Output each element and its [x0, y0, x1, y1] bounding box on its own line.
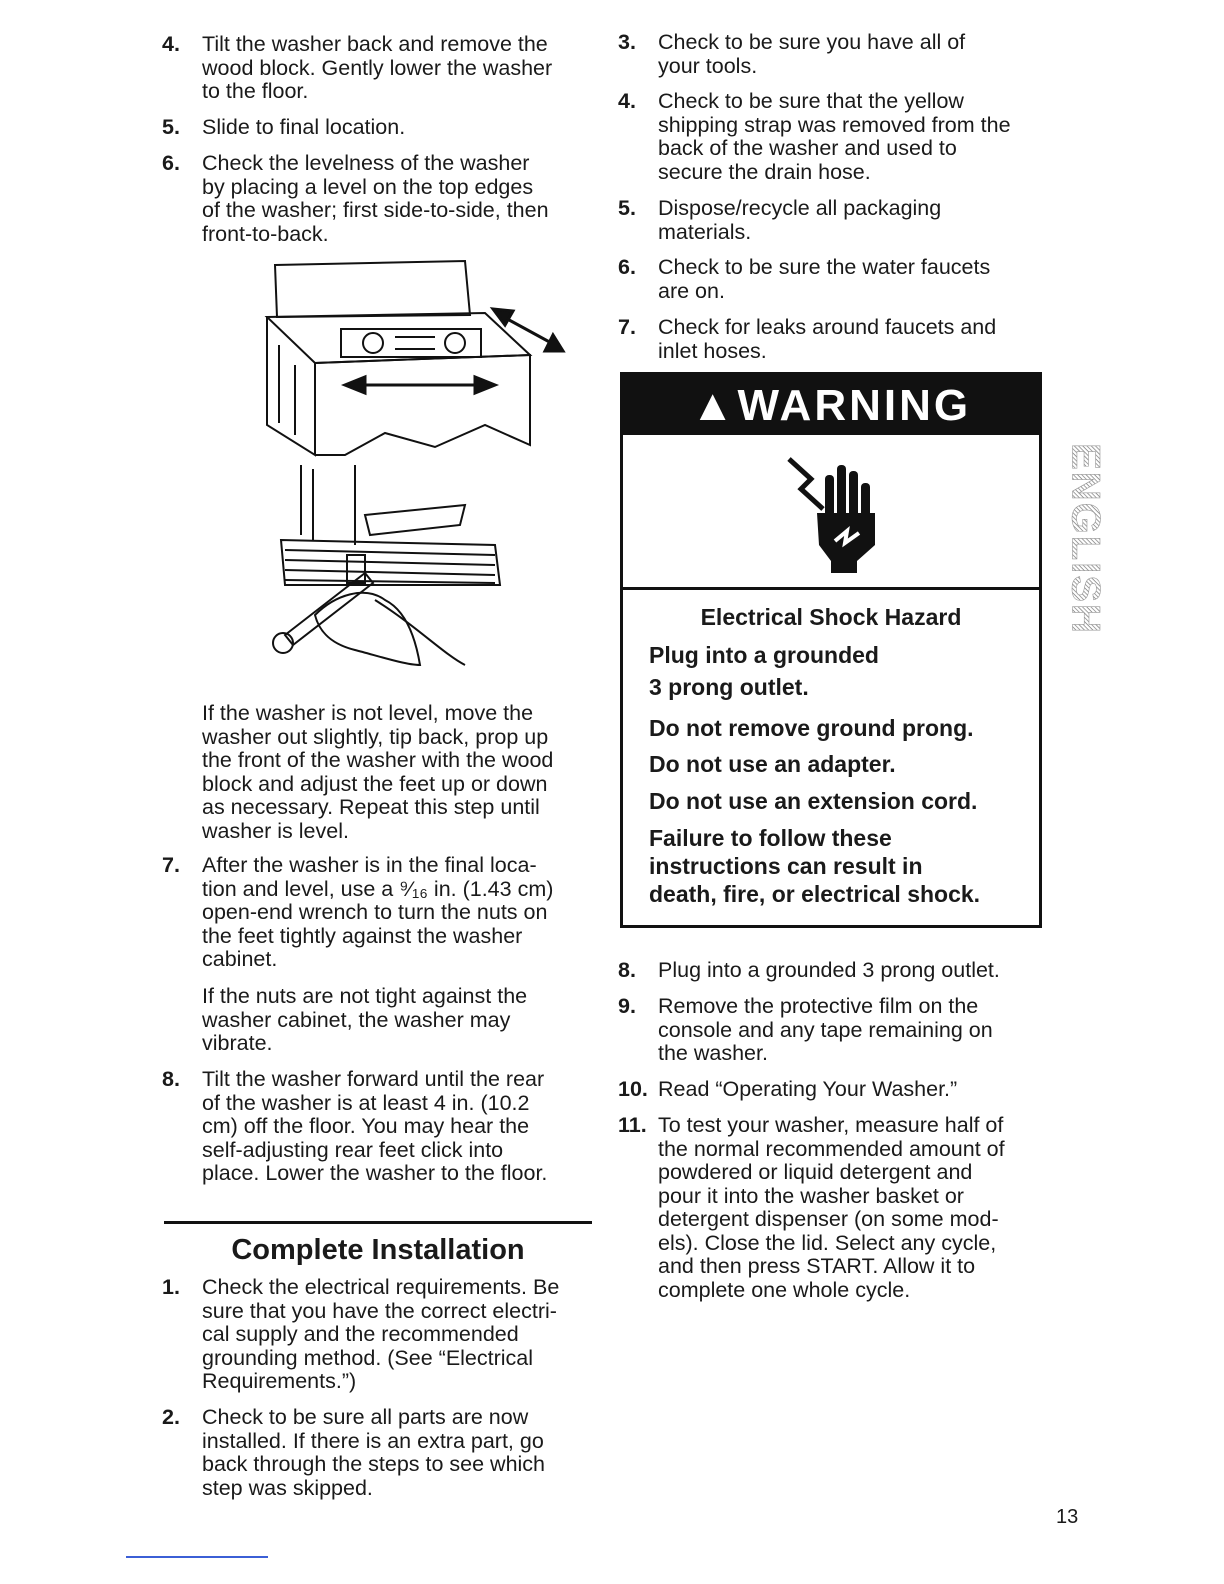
text-line: detergent dispenser (on some mod- [658, 1207, 999, 1231]
step-8-right [618, 959, 1048, 983]
text-line: of the washer; first side-to-side, then [202, 198, 549, 222]
step-number: 4. [162, 32, 180, 56]
text-line: washer out slightly, tip back, prop up [202, 724, 549, 749]
step-7-left [162, 854, 592, 974]
step-6-left [162, 152, 592, 248]
text-line: the normal recommended amount of [658, 1136, 1005, 1161]
text-line: els). Close the lid. Select any cycle, [658, 1230, 997, 1255]
text-line: Check the levelness of the washer [202, 151, 530, 175]
step-number: 1. [162, 1275, 180, 1299]
language-side-tab [1058, 424, 1108, 654]
step-5-left [162, 116, 592, 140]
step-6-right [618, 256, 1048, 304]
step-number: 5. [162, 115, 180, 139]
step-number: 10. [618, 1077, 648, 1101]
text-line: Check to be sure the water faucets [658, 255, 991, 279]
text-line: vibrate. [202, 1031, 273, 1055]
text-line: Remove the protective film on the [658, 994, 979, 1018]
warning-line: 3 prong outlet. [649, 674, 809, 700]
warning-line: Do not use an extension cord. [649, 788, 978, 814]
text-line: the washer. [658, 1041, 768, 1065]
text-line: back of the washer and used to [658, 136, 957, 160]
text-line: and then press START. Allow it to [658, 1254, 976, 1278]
text-line: Check to be sure that the yellow [658, 89, 964, 113]
text-line: your tools. [658, 53, 758, 78]
text-line: self-adjusting rear feet click into [202, 1137, 504, 1162]
step-number: 6. [162, 151, 180, 175]
step-9-right [618, 995, 1048, 1067]
text-line: open-end wrench to turn the nuts on [202, 900, 548, 924]
text-line: the front of the washer with the wood [202, 748, 554, 772]
text-line: complete one whole cycle. [658, 1277, 911, 1302]
text-line: Read “Operating Your Washer.” [658, 1077, 958, 1101]
page-number: 13 [1056, 1506, 1079, 1528]
warning-line: Do not remove ground prong. [649, 715, 974, 741]
step-number: 2. [162, 1405, 180, 1429]
ci-step-2 [162, 1406, 592, 1502]
step-number: 8. [618, 958, 636, 982]
text-line: washer cabinet, the washer may [202, 1007, 511, 1032]
text-line: are on. [658, 278, 725, 303]
text-line: Tilt the washer forward until the rear [202, 1067, 545, 1091]
warning-title: Electrical Shock Hazard [700, 604, 962, 630]
electrical-shock-hand-icon [787, 453, 887, 575]
text-line: Check to be sure all parts are now [202, 1405, 529, 1429]
text-line: block and adjust the feet up or down [202, 771, 548, 796]
text-line: materials. [658, 219, 752, 244]
step-4-right [618, 90, 1048, 186]
text-line: as necessary. Repeat this step until [202, 795, 540, 819]
step-10-right [618, 1078, 1048, 1102]
step-11-right [618, 1114, 1048, 1306]
text-line: sure that you have the correct electri- [202, 1298, 557, 1323]
footer-rule [126, 1556, 268, 1558]
text-line: front-to-back. [202, 221, 329, 246]
warning-line: death, fire, or electrical shock. [649, 881, 981, 907]
step-number: 11. [618, 1113, 647, 1137]
text-line: secure the drain hose. [658, 159, 871, 184]
step-number: 3. [618, 30, 636, 54]
text-line: To test your washer, measure half of [658, 1113, 1004, 1137]
text-line: wood block. Gently lower the washer [202, 55, 553, 80]
step-number: 8. [162, 1067, 180, 1091]
text-line: If the washer is not level, move the [202, 701, 534, 725]
step-number: 4. [618, 89, 636, 113]
warning-banner [623, 375, 1039, 435]
text-line: powdered or liquid detergent and [658, 1160, 973, 1184]
step-number: 7. [162, 853, 180, 877]
text-line: the feet tightly against the washer [202, 923, 523, 948]
text-line: Dispose/recycle all packaging [658, 196, 942, 220]
step-number: 7. [618, 315, 636, 339]
text-line: Check the electrical requirements. Be [202, 1275, 560, 1299]
text-line: step was skipped. [202, 1475, 373, 1500]
level-note [202, 702, 602, 843]
step-5-right [618, 197, 1048, 245]
text-line: After the washer is in the final loca- [202, 853, 537, 877]
text-line: washer is level. [202, 818, 349, 843]
ci-step-1 [162, 1276, 592, 1396]
section-divider [164, 1221, 592, 1224]
washer-leveling-illustration [255, 255, 575, 695]
step-7-right [618, 316, 1048, 364]
text-line: by placing a level on the top edges [202, 174, 534, 199]
side-tab-label: ENGLISH [1063, 443, 1108, 635]
text-line: If the nuts are not tight against the [202, 984, 528, 1008]
text-line: shipping strap was removed from the [658, 112, 1011, 137]
warning-banner-text: WARNING [737, 381, 972, 430]
text-line: Check for leaks around faucets and [658, 315, 997, 339]
text-line: installed. If there is an extra part, go [202, 1428, 544, 1453]
text-line: cabinet. [202, 947, 278, 971]
text-line: Requirements.”) [202, 1369, 357, 1393]
warning-divider [623, 587, 1039, 590]
step-number: 5. [618, 196, 636, 220]
text-line: pour it into the washer basket or [658, 1183, 964, 1208]
warning-line: Do not use an adapter. [649, 751, 896, 777]
warning-line: Plug into a grounded [649, 642, 879, 668]
text-line: of the washer is at least 4 in. (10.2 [202, 1090, 530, 1115]
step-8-left [162, 1068, 592, 1188]
nuts-note [202, 985, 602, 1056]
step-number: 9. [618, 994, 636, 1018]
text-line: Check to be sure you have all of [658, 30, 966, 54]
text-line: to the floor. [202, 79, 309, 103]
text-line: console and any tape remaining on [658, 1017, 993, 1042]
text-line: grounding method. (See “Electrical [202, 1345, 534, 1370]
step-number: 6. [618, 255, 636, 279]
text-line: Tilt the washer back and remove the [202, 32, 548, 56]
warning-triangle-icon: ▲ [690, 381, 738, 430]
text-line: back through the steps to see which [202, 1452, 546, 1476]
text-line: Plug into a grounded 3 prong outlet. [658, 958, 1000, 982]
warning-box [620, 372, 1042, 928]
warning-line: instructions can result in [649, 853, 923, 879]
text-line: inlet hoses. [658, 338, 767, 363]
text-line: Slide to final location. [202, 115, 406, 139]
step-3-right [618, 31, 1048, 79]
step-4-left [162, 33, 592, 105]
text-line: place. Lower the washer to the floor. [202, 1161, 548, 1185]
section-title: Complete Installation [231, 1234, 525, 1266]
text-line: cal supply and the recommended [202, 1322, 519, 1346]
text-line: cm) off the floor. You may hear the [202, 1114, 530, 1138]
text-line: tion and level, use a ⁹⁄₁₆ in. (1.43 cm) [202, 876, 554, 901]
warning-line: Failure to follow these [649, 825, 892, 851]
